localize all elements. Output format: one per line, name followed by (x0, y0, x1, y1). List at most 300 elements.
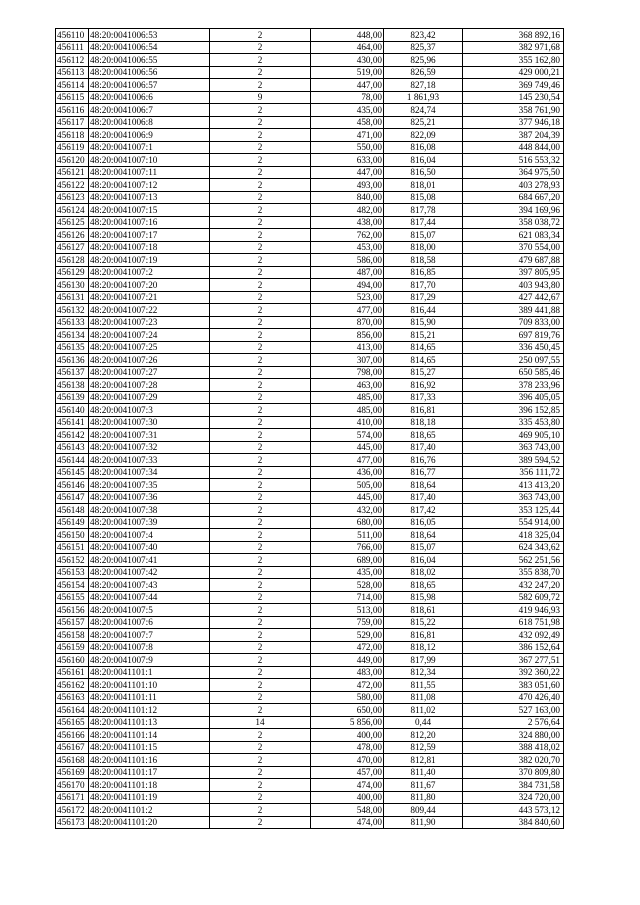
cadastral-value-cell: 479 687,88 (463, 254, 564, 267)
table-row (56, 716, 564, 729)
cadastral-value-cell: 250 097,55 (463, 354, 564, 367)
row-number-cell: 456156 (56, 604, 89, 617)
table-row (56, 41, 564, 54)
area-cell: 528,00 (311, 579, 384, 592)
cadastral-number-cell: 48:20:0041007:13 (89, 191, 210, 204)
specific-value-cell: 817,70 (384, 279, 463, 292)
specific-value-cell: 812,20 (384, 729, 463, 742)
row-number-cell: 456127 (56, 241, 89, 254)
group-code-cell: 2 (210, 104, 311, 117)
area-cell: 307,00 (311, 354, 384, 367)
cadastral-number-cell: 48:20:0041007:38 (89, 504, 210, 517)
table-row (56, 179, 564, 192)
cadastral-number-cell: 48:20:0041101:15 (89, 741, 210, 754)
cadastral-value-cell: 384 731,58 (463, 779, 564, 792)
cadastral-number-cell: 48:20:0041007:17 (89, 229, 210, 242)
cadastral-value-cell: 621 083,34 (463, 229, 564, 242)
group-code-cell: 2 (210, 454, 311, 467)
cadastral-number-cell: 48:20:0041007:21 (89, 291, 210, 304)
specific-value-cell: 811,67 (384, 779, 463, 792)
row-number-cell: 456111 (56, 41, 89, 54)
cadastral-number-cell: 48:20:0041007:29 (89, 391, 210, 404)
group-code-cell: 2 (210, 416, 311, 429)
row-number-cell: 456113 (56, 66, 89, 79)
cadastral-value-cell: 650 585,46 (463, 366, 564, 379)
cadastral-value-cell: 394 169,96 (463, 204, 564, 217)
row-number-cell: 456129 (56, 266, 89, 279)
group-code-cell: 2 (210, 191, 311, 204)
specific-value-cell: 818,64 (384, 479, 463, 492)
group-code-cell: 2 (210, 804, 311, 817)
area-cell: 472,00 (311, 641, 384, 654)
cadastral-value-cell: 419 946,93 (463, 604, 564, 617)
cadastral-number-cell: 48:20:0041007:39 (89, 516, 210, 529)
cadastral-value-cell: 358 761,90 (463, 104, 564, 117)
cadastral-number-cell: 48:20:0041101:1 (89, 666, 210, 679)
cadastral-number-cell: 48:20:0041007:36 (89, 491, 210, 504)
specific-value-cell: 816,44 (384, 304, 463, 317)
cadastral-number-cell: 48:20:0041007:30 (89, 416, 210, 429)
cadastral-value-cell: 396 405,05 (463, 391, 564, 404)
cadastral-number-cell: 48:20:0041006:8 (89, 116, 210, 129)
cadastral-value-cell: 353 125,44 (463, 504, 564, 517)
table-row (56, 379, 564, 392)
group-code-cell: 2 (210, 379, 311, 392)
row-number-cell: 456114 (56, 79, 89, 92)
group-code-cell: 2 (210, 729, 311, 742)
group-code-cell: 2 (210, 179, 311, 192)
table-row (56, 29, 564, 42)
table-row (56, 454, 564, 467)
cadastral-number-cell: 48:20:0041007:33 (89, 454, 210, 467)
row-number-cell: 456161 (56, 666, 89, 679)
cadastral-value-cell: 367 277,51 (463, 654, 564, 667)
group-code-cell: 2 (210, 541, 311, 554)
cadastral-number-cell: 48:20:0041101:16 (89, 754, 210, 767)
area-cell: 78,00 (311, 91, 384, 104)
cadastral-number-cell: 48:20:0041007:23 (89, 316, 210, 329)
area-cell: 550,00 (311, 141, 384, 154)
row-number-cell: 456120 (56, 154, 89, 167)
area-cell: 447,00 (311, 166, 384, 179)
specific-value-cell: 816,77 (384, 466, 463, 479)
row-number-cell: 456154 (56, 579, 89, 592)
table-row (56, 204, 564, 217)
row-number-cell: 456116 (56, 104, 89, 117)
area-cell: 472,00 (311, 679, 384, 692)
cadastral-value-cell: 378 233,96 (463, 379, 564, 392)
cadastral-number-cell: 48:20:0041007:41 (89, 554, 210, 567)
group-code-cell: 2 (210, 566, 311, 579)
area-cell: 633,00 (311, 154, 384, 167)
cadastral-number-cell: 48:20:0041007:26 (89, 354, 210, 367)
cadastral-number-cell: 48:20:0041007:8 (89, 641, 210, 654)
table-row (56, 741, 564, 754)
specific-value-cell: 816,04 (384, 154, 463, 167)
table-row (56, 804, 564, 817)
group-code-cell: 2 (210, 604, 311, 617)
cadastral-number-cell: 48:20:0041007:4 (89, 529, 210, 542)
area-cell: 487,00 (311, 266, 384, 279)
cadastral-number-cell: 48:20:0041007:9 (89, 654, 210, 667)
table-row (56, 591, 564, 604)
row-number-cell: 456123 (56, 191, 89, 204)
area-cell: 485,00 (311, 404, 384, 417)
table-row (56, 566, 564, 579)
area-cell: 432,00 (311, 504, 384, 517)
specific-value-cell: 815,98 (384, 591, 463, 604)
group-code-cell: 2 (210, 129, 311, 142)
cadastral-value-cell: 469 905,10 (463, 429, 564, 442)
area-cell: 523,00 (311, 291, 384, 304)
cadastral-number-cell: 48:20:0041007:18 (89, 241, 210, 254)
table-row (56, 241, 564, 254)
area-cell: 435,00 (311, 104, 384, 117)
cadastral-value-cell: 562 251,56 (463, 554, 564, 567)
area-cell: 435,00 (311, 566, 384, 579)
row-number-cell: 456118 (56, 129, 89, 142)
group-code-cell: 2 (210, 229, 311, 242)
group-code-cell: 2 (210, 241, 311, 254)
group-code-cell: 2 (210, 691, 311, 704)
row-number-cell: 456172 (56, 804, 89, 817)
row-number-cell: 456142 (56, 429, 89, 442)
group-code-cell: 2 (210, 529, 311, 542)
row-number-cell: 456137 (56, 366, 89, 379)
specific-value-cell: 825,21 (384, 116, 463, 129)
cadastral-value-cell: 418 325,04 (463, 529, 564, 542)
area-cell: 714,00 (311, 591, 384, 604)
cadastral-value-cell: 369 749,46 (463, 79, 564, 92)
table-row (56, 616, 564, 629)
row-number-cell: 456130 (56, 279, 89, 292)
row-number-cell: 456124 (56, 204, 89, 217)
row-number-cell: 456152 (56, 554, 89, 567)
row-number-cell: 456165 (56, 716, 89, 729)
area-cell: 766,00 (311, 541, 384, 554)
area-cell: 580,00 (311, 691, 384, 704)
area-cell: 449,00 (311, 654, 384, 667)
specific-value-cell: 818,02 (384, 566, 463, 579)
specific-value-cell: 816,76 (384, 454, 463, 467)
cadastral-value-cell: 432 247,20 (463, 579, 564, 592)
row-number-cell: 456153 (56, 566, 89, 579)
specific-value-cell: 817,99 (384, 654, 463, 667)
area-cell: 485,00 (311, 391, 384, 404)
specific-value-cell: 816,85 (384, 266, 463, 279)
cadastral-number-cell: 48:20:0041006:53 (89, 29, 210, 42)
specific-value-cell: 815,22 (384, 616, 463, 629)
table-row (56, 491, 564, 504)
cadastral-value-cell: 145 230,54 (463, 91, 564, 104)
table-row (56, 429, 564, 442)
table-row (56, 104, 564, 117)
table-row (56, 579, 564, 592)
row-number-cell: 456163 (56, 691, 89, 704)
group-code-cell: 2 (210, 266, 311, 279)
area-cell: 519,00 (311, 66, 384, 79)
table-row (56, 466, 564, 479)
row-number-cell: 456132 (56, 304, 89, 317)
table-row (56, 791, 564, 804)
area-cell: 458,00 (311, 116, 384, 129)
table-row (56, 116, 564, 129)
row-number-cell: 456136 (56, 354, 89, 367)
specific-value-cell: 812,59 (384, 741, 463, 754)
area-cell: 574,00 (311, 429, 384, 442)
row-number-cell: 456144 (56, 454, 89, 467)
cadastral-number-cell: 48:20:0041101:10 (89, 679, 210, 692)
group-code-cell: 2 (210, 654, 311, 667)
specific-value-cell: 811,80 (384, 791, 463, 804)
cadastral-value-cell: 387 204,39 (463, 129, 564, 142)
row-number-cell: 456146 (56, 479, 89, 492)
specific-value-cell: 809,44 (384, 804, 463, 817)
specific-value-cell: 811,08 (384, 691, 463, 704)
area-cell: 513,00 (311, 604, 384, 617)
specific-value-cell: 811,02 (384, 704, 463, 717)
group-code-cell: 2 (210, 66, 311, 79)
group-code-cell: 2 (210, 666, 311, 679)
cadastral-value-cell: 397 805,95 (463, 266, 564, 279)
cadastral-number-cell: 48:20:0041006:57 (89, 79, 210, 92)
specific-value-cell: 815,08 (384, 191, 463, 204)
specific-value-cell: 825,37 (384, 41, 463, 54)
table-row (56, 141, 564, 154)
cadastral-number-cell: 48:20:0041007:28 (89, 379, 210, 392)
table-row (56, 291, 564, 304)
group-code-cell: 2 (210, 204, 311, 217)
area-cell: 586,00 (311, 254, 384, 267)
group-code-cell: 2 (210, 616, 311, 629)
table-row (56, 216, 564, 229)
table-row (56, 766, 564, 779)
specific-value-cell: 818,64 (384, 529, 463, 542)
specific-value-cell: 818,18 (384, 416, 463, 429)
area-cell: 400,00 (311, 791, 384, 804)
cadastral-number-cell: 48:20:0041006:55 (89, 54, 210, 67)
cadastral-value-cell: 358 038,72 (463, 216, 564, 229)
table-row (56, 516, 564, 529)
table-row (56, 79, 564, 92)
cadastral-number-cell: 48:20:0041007:12 (89, 179, 210, 192)
area-cell: 762,00 (311, 229, 384, 242)
area-cell: 482,00 (311, 204, 384, 217)
row-number-cell: 456157 (56, 616, 89, 629)
specific-value-cell: 817,40 (384, 491, 463, 504)
table-row (56, 754, 564, 767)
cadastral-value-cell: 448 844,00 (463, 141, 564, 154)
area-cell: 445,00 (311, 441, 384, 454)
cadastral-value-cell: 582 609,72 (463, 591, 564, 604)
cadastral-number-cell: 48:20:0041007:44 (89, 591, 210, 604)
cadastral-number-cell: 48:20:0041007:3 (89, 404, 210, 417)
row-number-cell: 456135 (56, 341, 89, 354)
table-row (56, 329, 564, 342)
cadastral-value-cell: 429 000,21 (463, 66, 564, 79)
cadastral-number-cell: 48:20:0041007:35 (89, 479, 210, 492)
area-cell: 548,00 (311, 804, 384, 817)
cadastral-value-cell: 324 720,00 (463, 791, 564, 804)
area-cell: 474,00 (311, 816, 384, 829)
row-number-cell: 456145 (56, 466, 89, 479)
cadastral-number-cell: 48:20:0041006:6 (89, 91, 210, 104)
cadastral-value-cell: 368 892,16 (463, 29, 564, 42)
row-number-cell: 456149 (56, 516, 89, 529)
area-cell: 477,00 (311, 304, 384, 317)
area-cell: 471,00 (311, 129, 384, 142)
cadastral-number-cell: 48:20:0041101:12 (89, 704, 210, 717)
row-number-cell: 456147 (56, 491, 89, 504)
specific-value-cell: 818,12 (384, 641, 463, 654)
row-number-cell: 456171 (56, 791, 89, 804)
row-number-cell: 456133 (56, 316, 89, 329)
group-code-cell: 2 (210, 766, 311, 779)
row-number-cell: 456160 (56, 654, 89, 667)
row-number-cell: 456166 (56, 729, 89, 742)
table-row (56, 416, 564, 429)
cadastral-value-cell: 388 418,02 (463, 741, 564, 754)
cadastral-number-cell: 48:20:0041101:2 (89, 804, 210, 817)
row-number-cell: 456143 (56, 441, 89, 454)
table-row (56, 554, 564, 567)
group-code-cell: 2 (210, 554, 311, 567)
group-code-cell: 2 (210, 141, 311, 154)
specific-value-cell: 814,65 (384, 341, 463, 354)
cadastral-number-cell: 48:20:0041007:5 (89, 604, 210, 617)
cadastral-value-cell: 516 553,32 (463, 154, 564, 167)
specific-value-cell: 811,55 (384, 679, 463, 692)
area-cell: 410,00 (311, 416, 384, 429)
table-row (56, 629, 564, 642)
area-cell: 759,00 (311, 616, 384, 629)
group-code-cell: 2 (210, 704, 311, 717)
table-row (56, 366, 564, 379)
cadastral-value-cell: 384 840,60 (463, 816, 564, 829)
specific-value-cell: 816,92 (384, 379, 463, 392)
group-code-cell: 2 (210, 304, 311, 317)
group-code-cell: 2 (210, 579, 311, 592)
table-row (56, 816, 564, 829)
cadastral-number-cell: 48:20:0041101:18 (89, 779, 210, 792)
row-number-cell: 456121 (56, 166, 89, 179)
row-number-cell: 456122 (56, 179, 89, 192)
cadastral-value-cell: 386 152,64 (463, 641, 564, 654)
cadastral-value-cell: 403 278,93 (463, 179, 564, 192)
table-row (56, 341, 564, 354)
cadastral-number-cell: 48:20:0041007:40 (89, 541, 210, 554)
area-cell: 474,00 (311, 779, 384, 792)
specific-value-cell: 817,29 (384, 291, 463, 304)
cadastral-number-cell: 48:20:0041007:31 (89, 429, 210, 442)
row-number-cell: 456167 (56, 741, 89, 754)
specific-value-cell: 1 861,93 (384, 91, 463, 104)
specific-value-cell: 812,81 (384, 754, 463, 767)
cadastral-number-cell: 48:20:0041006:9 (89, 129, 210, 142)
cadastral-value-cell: 697 819,76 (463, 329, 564, 342)
table-row (56, 441, 564, 454)
row-number-cell: 456155 (56, 591, 89, 604)
group-code-cell: 2 (210, 279, 311, 292)
cadastral-value-cell: 396 152,85 (463, 404, 564, 417)
row-number-cell: 456131 (56, 291, 89, 304)
specific-value-cell: 817,40 (384, 441, 463, 454)
cadastral-number-cell: 48:20:0041007:27 (89, 366, 210, 379)
cadastral-value-cell: 618 751,98 (463, 616, 564, 629)
cadastral-value-cell: 356 111,72 (463, 466, 564, 479)
table-row (56, 779, 564, 792)
specific-value-cell: 818,65 (384, 429, 463, 442)
area-cell: 464,00 (311, 41, 384, 54)
group-code-cell: 2 (210, 29, 311, 42)
table-row (56, 666, 564, 679)
group-code-cell: 2 (210, 679, 311, 692)
area-cell: 445,00 (311, 491, 384, 504)
cadastral-value-cell: 370 554,00 (463, 241, 564, 254)
area-cell: 457,00 (311, 766, 384, 779)
cadastral-value-cell: 389 594,52 (463, 454, 564, 467)
group-code-cell: 2 (210, 341, 311, 354)
row-number-cell: 456128 (56, 254, 89, 267)
cadastral-value-cell: 324 880,00 (463, 729, 564, 742)
cadastral-number-cell: 48:20:0041101:11 (89, 691, 210, 704)
area-cell: 477,00 (311, 454, 384, 467)
group-code-cell: 14 (210, 716, 311, 729)
specific-value-cell: 816,04 (384, 554, 463, 567)
table-row (56, 316, 564, 329)
cadastral-value-cell: 2 576,64 (463, 716, 564, 729)
group-code-cell: 2 (210, 254, 311, 267)
table-row (56, 529, 564, 542)
specific-value-cell: 824,74 (384, 104, 463, 117)
specific-value-cell: 816,81 (384, 404, 463, 417)
table-row (56, 404, 564, 417)
group-code-cell: 2 (210, 366, 311, 379)
specific-value-cell: 812,34 (384, 666, 463, 679)
row-number-cell: 456117 (56, 116, 89, 129)
group-code-cell: 2 (210, 441, 311, 454)
cadastral-value-cell: 403 943,80 (463, 279, 564, 292)
group-code-cell: 2 (210, 466, 311, 479)
cadastral-number-cell: 48:20:0041007:11 (89, 166, 210, 179)
cadastral-number-cell: 48:20:0041007:22 (89, 304, 210, 317)
area-cell: 453,00 (311, 241, 384, 254)
row-number-cell: 456125 (56, 216, 89, 229)
table-row (56, 191, 564, 204)
group-code-cell: 2 (210, 429, 311, 442)
specific-value-cell: 827,18 (384, 79, 463, 92)
group-code-cell: 2 (210, 216, 311, 229)
table-row (56, 679, 564, 692)
group-code-cell: 2 (210, 291, 311, 304)
table-row (56, 229, 564, 242)
area-cell: 448,00 (311, 29, 384, 42)
row-number-cell: 456158 (56, 629, 89, 642)
table-row (56, 729, 564, 742)
cadastral-number-cell: 48:20:0041101:20 (89, 816, 210, 829)
cadastral-value-cell: 335 453,80 (463, 416, 564, 429)
cadastral-value-cell: 377 946,18 (463, 116, 564, 129)
row-number-cell: 456138 (56, 379, 89, 392)
specific-value-cell: 811,40 (384, 766, 463, 779)
table-row (56, 691, 564, 704)
cadastral-number-cell: 48:20:0041007:34 (89, 466, 210, 479)
cadastral-number-cell: 48:20:0041007:25 (89, 341, 210, 354)
row-number-cell: 456173 (56, 816, 89, 829)
cadastral-value-table (55, 28, 564, 829)
cadastral-number-cell: 48:20:0041007:10 (89, 154, 210, 167)
group-code-cell: 2 (210, 41, 311, 54)
